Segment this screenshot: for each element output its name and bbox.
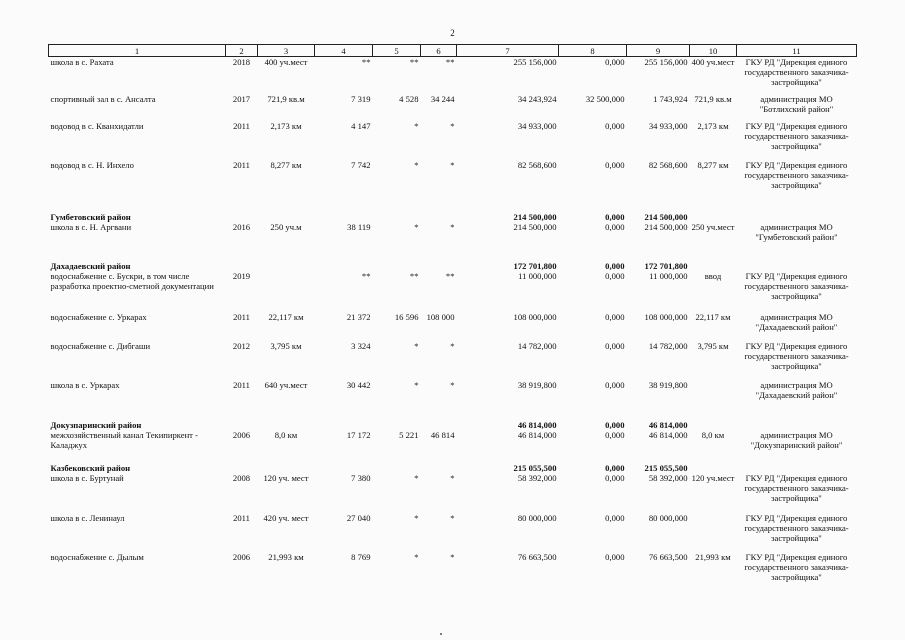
table-cell: 30 442 (346, 379, 371, 390)
table-cell: 120 уч. мест (263, 472, 309, 483)
table-cell: ввод (704, 270, 722, 281)
table-cell: 7 380 (351, 472, 371, 483)
table-cell: администрация МО "Дахадаевский район" (755, 379, 838, 400)
table-cell: * (414, 551, 419, 562)
object-name-cell: водоснабжение с. Уркарах (50, 311, 147, 322)
table-cell: ГКУ РД "Дирекция единого государственного заказчика-застройщика" (744, 270, 849, 301)
table-cell: 82 568,600 (517, 159, 557, 170)
table-cell: 640 уч.мест (264, 379, 308, 390)
table-cell: 11 000,000 (518, 270, 557, 281)
table-row (49, 222, 857, 252)
table-cell: 215 055,500 (513, 462, 557, 473)
table-cell: 214 500,000 (644, 221, 688, 232)
table-cell: 14 782,000 (648, 340, 688, 351)
table-cell: 172 701,800 (513, 260, 557, 271)
table-cell: 2006 (232, 429, 251, 440)
table-cell: ** (445, 270, 455, 281)
table-cell: 2011 (233, 512, 250, 523)
table-cell: * (450, 512, 455, 523)
table-cell: 4 147 (351, 120, 371, 131)
table-cell: 7 319 (351, 93, 371, 104)
object-name-cell: школа в с. Ленинаул (50, 512, 125, 523)
scan-speck (440, 633, 442, 635)
table-cell: 2012 (232, 340, 251, 351)
object-name-cell: Гумбетовский район (50, 211, 131, 222)
object-name-cell: водоснабжение с. Дылым (50, 551, 144, 562)
table-cell: 76 663,500 (648, 551, 688, 562)
table-cell: 400 уч.мест (691, 57, 735, 67)
table-cell (373, 463, 421, 473)
col-header: 8 (559, 45, 627, 57)
table-cell: ГКУ РД "Дирекция единого государственного заказчика-застройщика" (744, 512, 849, 543)
object-name-cell: водоснабжение с. Бускри, в том числе разработка проектно-сметной документации (50, 270, 214, 291)
table-cell: 34 243,924 (517, 93, 557, 104)
table-cell (737, 463, 857, 473)
table-cell: 0,000 (605, 551, 625, 562)
table-cell: 38 919,800 (648, 379, 688, 390)
table-cell: 420 уч. мест (263, 512, 309, 523)
table-cell: ГКУ РД "Дирекция единого государственного заказчика-застройщика" (744, 57, 849, 87)
table-cell: 22,117 км (268, 311, 304, 322)
table-cell: 0,000 (605, 260, 625, 271)
table-cell: 14 782,000 (517, 340, 557, 351)
table-cell: 46 814,000 (648, 429, 688, 440)
group-spacer (49, 454, 857, 463)
table-cell: 8,0 км (274, 429, 298, 440)
table-cell: администрация МО "Дахадаевский район" (755, 311, 838, 332)
object-name-cell: водовод в с. Н. Инхело (50, 159, 134, 170)
table-cell: 21,993 км (268, 551, 304, 562)
table-cell: 2008 (232, 472, 251, 483)
group-spacer (49, 411, 857, 420)
table-cell: 7 742 (351, 159, 371, 170)
object-name-cell: Казбековский район (50, 462, 131, 473)
table-cell: ** (409, 270, 419, 281)
table-row (49, 160, 857, 203)
table-cell: ГКУ РД "Дирекция единого государственного заказчика-застройщика" (744, 340, 849, 371)
table-cell: 3 324 (351, 340, 371, 351)
table-cell: 214 500,000 (644, 211, 688, 222)
table-cell (226, 463, 258, 473)
table-cell (315, 261, 373, 271)
table-cell (315, 420, 373, 430)
table-cell: 0,000 (605, 419, 625, 430)
table-cell: 2,173 км (270, 120, 302, 131)
table-cell: 80 000,000 (648, 512, 688, 523)
table-cell (315, 212, 373, 222)
table-cell (226, 261, 258, 271)
table-cell (373, 212, 421, 222)
col-header: 11 (737, 45, 857, 57)
table-cell: 255 156,000 (513, 57, 557, 67)
table-cell: администрация МО "Гумбетовский район" (755, 221, 838, 242)
table-cell: 0,000 (605, 57, 625, 67)
table-cell (737, 212, 857, 222)
table-cell: 250 уч.мест (691, 221, 735, 232)
table-cell: 21 372 (346, 311, 371, 322)
table-cell: 2006 (232, 551, 251, 562)
object-name-cell: межхозяйственный канал Текипиркент - Каладжух (50, 429, 198, 450)
object-name-cell: спортивный зал в с. Ансалта (50, 93, 156, 104)
table-cell: * (450, 120, 455, 131)
table-cell: * (450, 551, 455, 562)
table-cell: 1 743,924 (653, 93, 688, 104)
table-cell: 0,000 (605, 462, 625, 473)
district-row (49, 212, 857, 222)
table-cell (690, 463, 737, 473)
table-cell: * (414, 221, 419, 232)
column-number-row (49, 45, 857, 57)
table-cell: 2011 (233, 311, 250, 322)
table-cell (737, 261, 857, 271)
table-cell (737, 420, 857, 430)
table-row (49, 312, 857, 341)
object-name-cell: школа в с. Уркарах (50, 379, 120, 390)
table-cell: 721,9 кв.м (694, 93, 732, 104)
table-cell: 4 528 (399, 93, 419, 104)
object-name-cell: школа в с. Буртунай (50, 472, 124, 483)
table-cell (421, 212, 457, 222)
table-cell: 11 000,000 (649, 270, 688, 281)
table-cell: 2016 (232, 221, 251, 232)
table-cell: 0,000 (605, 379, 625, 390)
object-name-cell: школа в с. Рахата (50, 57, 114, 67)
table-cell: 0,000 (605, 429, 625, 440)
table-cell: * (450, 379, 455, 390)
table-cell: 8 769 (351, 551, 371, 562)
table-cell: 2019 (232, 270, 251, 281)
table-row (49, 57, 857, 94)
table-cell: администрация МО "Докузпаринский район" (750, 429, 843, 450)
table-row (49, 94, 857, 121)
district-row (49, 420, 857, 430)
table-row (49, 430, 857, 454)
col-header: 2 (226, 45, 258, 57)
table-cell: 21,993 км (695, 551, 731, 562)
table-cell: 8,277 км (270, 159, 302, 170)
table-cell: * (450, 472, 455, 483)
table-cell: * (414, 120, 419, 131)
district-row (49, 261, 857, 271)
table-cell: * (450, 221, 455, 232)
object-name-cell: школа в с. Н. Аргвани (50, 221, 132, 232)
table-cell: 34 933,000 (648, 120, 688, 131)
table-cell (690, 380, 737, 411)
table-cell (421, 420, 457, 430)
table-cell (373, 261, 421, 271)
table-cell: 46 814,000 (517, 419, 557, 430)
investment-table (48, 44, 857, 586)
table-cell (315, 463, 373, 473)
table-cell (226, 212, 258, 222)
object-name-cell: водоснабжение с. Дибгаши (50, 340, 151, 351)
table-cell: 108 000,000 (644, 311, 688, 322)
table-cell: 3,795 км (270, 340, 302, 351)
table-cell: 46 814 (430, 429, 455, 440)
district-row (49, 463, 857, 473)
table-cell: 108 000 (426, 311, 455, 322)
table-cell: 58 392,000 (517, 472, 557, 483)
table-cell: 250 уч.м (270, 221, 302, 232)
table-cell (690, 513, 737, 552)
table-cell: ГКУ РД "Дирекция единого государственного заказчика-застройщика" (744, 120, 849, 151)
table-cell: 721,9 кв.м (267, 93, 305, 104)
table-cell: 0,000 (605, 221, 625, 232)
table-cell: 17 172 (346, 429, 371, 440)
table-cell: 0,000 (605, 211, 625, 222)
table-row (49, 341, 857, 380)
object-name-cell: Докузпаринский район (50, 419, 142, 430)
table-cell: 16 596 (394, 311, 419, 322)
object-name-cell: водовод в с. Кванхидатли (50, 120, 144, 131)
table-cell: * (414, 472, 419, 483)
table-cell: 2011 (233, 120, 250, 131)
table-cell: 8,0 км (701, 429, 725, 440)
page-number: 2 (450, 28, 455, 38)
col-header: 10 (690, 45, 737, 57)
object-name-cell: Дахадаевский район (50, 260, 131, 271)
table-cell: администрация МО "Ботлихский район" (759, 93, 834, 114)
table-cell: * (450, 340, 455, 351)
table-cell: 8,277 км (697, 159, 729, 170)
table-row (49, 513, 857, 552)
table-cell: 58 392,000 (648, 472, 688, 483)
table-cell: 38 919,800 (517, 379, 557, 390)
table-cell: 2018 (232, 57, 251, 67)
table-cell: ГКУ РД "Дирекция единого государственного заказчика-застройщика" (744, 159, 849, 190)
table-cell (258, 271, 315, 312)
table-cell: ** (361, 57, 371, 67)
table-cell: 80 000,000 (517, 512, 557, 523)
table-cell: * (450, 159, 455, 170)
table-cell: 214 500,000 (513, 221, 557, 232)
table-cell: 2011 (233, 159, 250, 170)
table-cell (421, 463, 457, 473)
table-cell: 2017 (232, 93, 251, 104)
table-cell: 0,000 (605, 472, 625, 483)
table-cell: 400 уч.мест (264, 57, 308, 67)
table-cell: * (414, 512, 419, 523)
table-row (49, 121, 857, 160)
table-cell: 46 814,000 (517, 429, 557, 440)
table-cell: 2,173 км (697, 120, 729, 131)
table-cell: 215 055,500 (644, 462, 688, 473)
col-header: 5 (373, 45, 421, 57)
table-cell: ГКУ РД "Дирекция единого государственного заказчика-застройщика" (744, 472, 849, 503)
table-cell: 0,000 (605, 270, 625, 281)
table-cell (258, 261, 315, 271)
table-cell: 34 933,000 (517, 120, 557, 131)
table-cell: 108 000,000 (513, 311, 557, 322)
table-cell: 2011 (233, 379, 250, 390)
table-cell: 0,000 (605, 311, 625, 322)
table-cell: ** (361, 270, 371, 281)
col-header: 9 (627, 45, 690, 57)
table-cell (690, 212, 737, 222)
col-header: 3 (258, 45, 315, 57)
table-cell (373, 420, 421, 430)
table-cell: 0,000 (605, 340, 625, 351)
table-cell: 32 500,000 (585, 93, 625, 104)
table-cell (690, 420, 737, 430)
group-spacer (49, 203, 857, 212)
table-cell: 34 244 (430, 93, 455, 104)
table-cell: * (414, 159, 419, 170)
table-cell: 38 119 (347, 221, 371, 232)
col-header: 1 (49, 45, 226, 57)
table-cell: 22,117 км (695, 311, 731, 322)
col-header: 4 (315, 45, 373, 57)
table-cell (258, 212, 315, 222)
table-cell: 0,000 (605, 159, 625, 170)
table-cell: ГКУ РД "Дирекция единого государственного заказчика-застройщика" (744, 551, 849, 582)
table-cell: 172 701,800 (644, 260, 688, 271)
table-cell: 0,000 (605, 512, 625, 523)
table-row (49, 380, 857, 411)
table-cell: * (414, 379, 419, 390)
col-header: 6 (421, 45, 457, 57)
table-cell: 255 156,000 (644, 57, 688, 67)
table-row (49, 473, 857, 513)
table-cell: ** (409, 57, 419, 67)
group-spacer (49, 252, 857, 261)
table-cell: 3,795 км (697, 340, 729, 351)
table-cell: 27 040 (346, 512, 371, 523)
table-cell: * (414, 340, 419, 351)
table-cell (421, 261, 457, 271)
table-cell: 120 уч.мест (691, 472, 735, 483)
table-row (49, 552, 857, 586)
table-cell (690, 261, 737, 271)
col-header: 7 (457, 45, 559, 57)
table-cell (258, 420, 315, 430)
table-cell: 46 814,000 (648, 419, 688, 430)
table-cell (226, 420, 258, 430)
table-cell: ** (445, 57, 455, 67)
table-cell: 0,000 (605, 120, 625, 131)
table-cell (258, 463, 315, 473)
table-cell: 76 663,500 (517, 551, 557, 562)
table-row (49, 271, 857, 312)
table-cell: 82 568,600 (648, 159, 688, 170)
table-cell: 5 221 (399, 429, 419, 440)
table-cell: 214 500,000 (513, 211, 557, 222)
